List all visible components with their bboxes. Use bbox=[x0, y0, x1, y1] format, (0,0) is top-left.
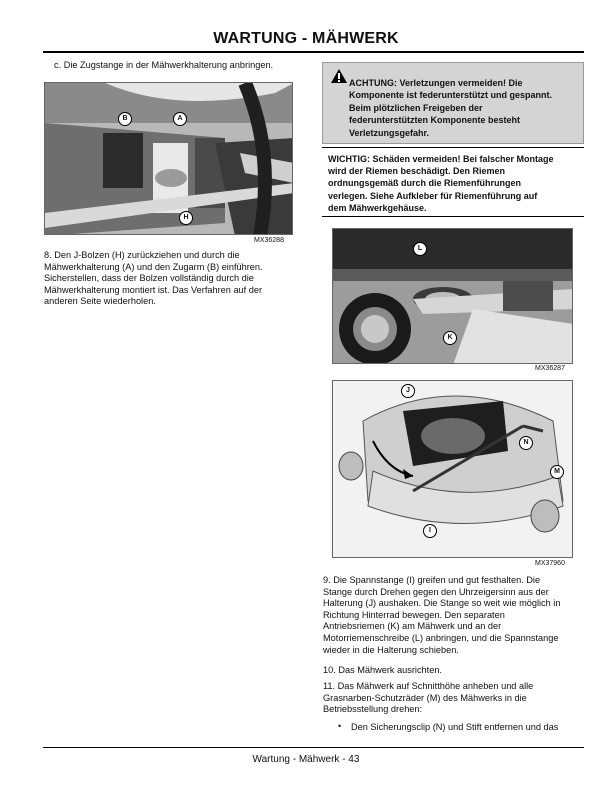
important-line: verlegen. Siehe Aufkleber für Riemenführung auf bbox=[328, 190, 538, 201]
step-8-line: Mähwerkhalterung montiert ist. Das Verfahren auf der bbox=[44, 284, 263, 295]
important-line: wird der Riemen beschädigt. Den Riemen bbox=[328, 166, 506, 177]
important-line: dem Mähwerkgehäuse. bbox=[328, 202, 427, 213]
step-11-text bbox=[323, 681, 588, 716]
callout-b: B bbox=[118, 112, 132, 126]
step-c-text: c. Die Zugstange in der Mähwerkhalterung anbringen. bbox=[54, 60, 274, 70]
caution-line: Komponente ist federunterstützt und gespannt. bbox=[349, 90, 553, 101]
step-9-line: Antriebsriemen (K) am Mähwerk und an der bbox=[323, 621, 502, 632]
step-8-line: Mähwerkhalterung (A) und den Zugarm (B) einführen. bbox=[44, 261, 263, 272]
callout-n: N bbox=[519, 436, 533, 450]
step-8-line: anderen Seite wiederholen. bbox=[44, 296, 156, 307]
step-11-line: 11. Das Mähwerk auf Schnitthöhe anheben und alle bbox=[323, 681, 534, 691]
callout-j: J bbox=[401, 384, 415, 398]
callout-i: I bbox=[423, 524, 437, 538]
caution-box bbox=[322, 62, 584, 144]
bullet-text: Den Sicherungsclip (N) und Stift entfernen und das bbox=[351, 722, 559, 732]
caution-text bbox=[343, 77, 581, 139]
page-title: WARTUNG - MÄHWERK bbox=[213, 30, 399, 47]
caution-line: federunterstützten Komponente besteht bbox=[349, 115, 521, 126]
step-9-line: Richtung Hinterrad bewegen. Den separaten bbox=[323, 609, 505, 620]
step-9-line: wieder in die Halterung schieben. bbox=[323, 644, 459, 655]
callout-m: M bbox=[550, 465, 564, 479]
callout-k: K bbox=[443, 331, 457, 345]
important-note-box bbox=[322, 147, 584, 217]
caution-line: ACHTUNG: Verletzungen vermeiden! Die bbox=[349, 78, 523, 88]
step-9-line: Motorriemenschreibe (L) anbringen, und die Spannstange bbox=[323, 632, 559, 643]
footer-rule bbox=[43, 747, 584, 748]
callout-h: H bbox=[179, 211, 193, 225]
caution-line: Verletzungsgefahr. bbox=[349, 127, 430, 138]
figure-drawbar-bracket bbox=[44, 82, 293, 235]
figure-belt-pulley bbox=[332, 228, 573, 364]
figure-mower-deck bbox=[332, 380, 573, 558]
figure-id-mx37960: MX37960 bbox=[535, 560, 565, 567]
important-line: ordnungsgemäß durch die Riemenführungen bbox=[328, 178, 522, 189]
step-8-line: Sicherstellen, dass der Bolzen vollständig durch die bbox=[44, 273, 254, 284]
step-11-line: Betriebsstellung drehen: bbox=[323, 704, 423, 715]
step-9-text bbox=[323, 575, 588, 656]
important-line: WICHTIG: Schäden vermeiden! Bei falscher Montage bbox=[328, 154, 554, 164]
header-rule bbox=[43, 51, 584, 53]
step-8-line: 8. Den J-Bolzen (H) zurückziehen und durch die bbox=[44, 250, 240, 260]
callout-l: L bbox=[413, 242, 427, 256]
figure-id-mx36288: MX36288 bbox=[254, 237, 284, 244]
step-9-line: Stange durch Drehen gegen den Uhrzeigersinn aus der bbox=[323, 586, 549, 597]
step-11-line: Grasnarben-Schutzräder (M) des Mähwerks in die bbox=[323, 692, 527, 703]
figure-id-mx36287: MX36287 bbox=[535, 365, 565, 372]
callout-a: A bbox=[173, 112, 187, 126]
page-footer: Wartung - Mähwerk - 43 bbox=[252, 754, 360, 765]
important-note-text bbox=[328, 153, 582, 214]
caution-line: Beim plötzlichen Freigeben der bbox=[349, 102, 483, 113]
step-9-line: Halterung (J) aushaken. Die Stange so weit wie möglich in bbox=[323, 598, 561, 609]
step-8-text bbox=[44, 250, 314, 308]
step-9-line: 9. Die Spannstange (I) greifen und gut festhalten. Die bbox=[323, 575, 541, 585]
step-10-text: 10. Das Mähwerk ausrichten. bbox=[323, 665, 442, 675]
bullet-marker: • bbox=[338, 721, 342, 731]
